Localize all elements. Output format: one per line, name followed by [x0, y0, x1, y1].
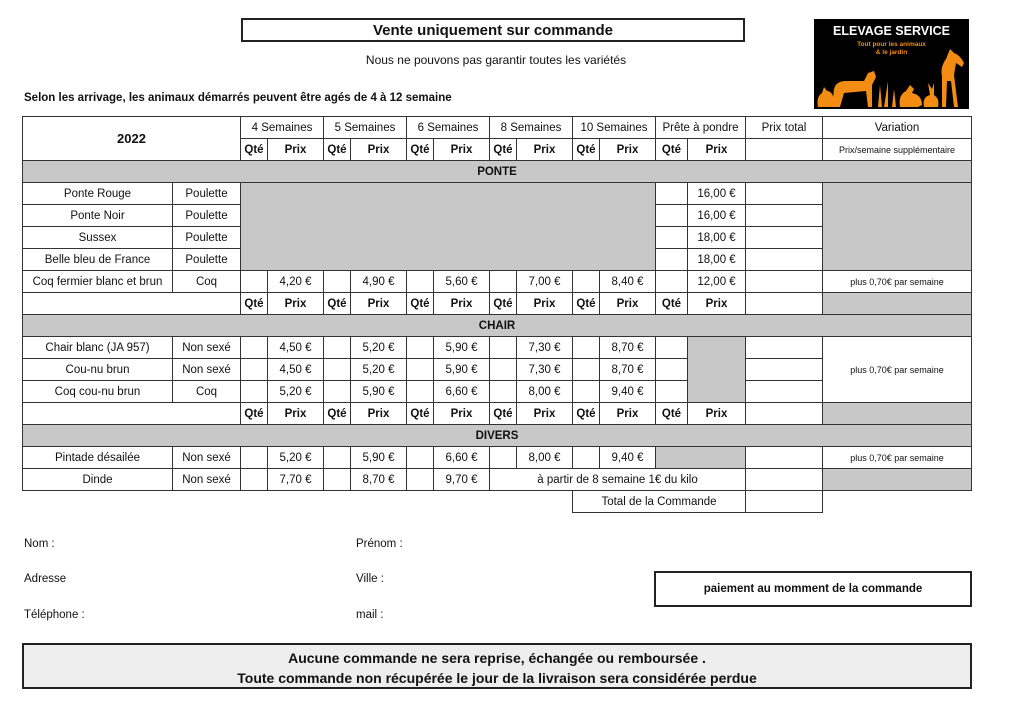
price-header: Prix [688, 403, 746, 425]
product-type: Coq [173, 271, 241, 293]
order-table [22, 116, 972, 513]
qty-header: Qté [241, 293, 268, 315]
total-cell[interactable] [746, 337, 823, 359]
price-cell: 16,00 € [688, 183, 746, 205]
product-name: Ponte Rouge [23, 183, 173, 205]
qty-cell[interactable] [573, 271, 600, 293]
age-note: Selon les arrivage, les animaux démarrés peuvent être agés de 4 à 12 semaine [24, 92, 452, 104]
qty-cell[interactable] [656, 337, 688, 359]
price-cell: 8,40 € [600, 271, 656, 293]
table-header-row [23, 117, 972, 139]
total-cell[interactable] [746, 183, 823, 205]
total-row [23, 491, 972, 513]
table-row [23, 337, 972, 359]
table-row [23, 469, 972, 491]
qty-cell[interactable] [324, 271, 351, 293]
page-title: Vente uniquement sur commande [241, 18, 745, 42]
footer-warning [22, 643, 972, 689]
price-header: Prix [600, 139, 656, 161]
total-cell[interactable] [746, 271, 823, 293]
footer-line-2: Toute commande non récupérée le jour de la livraison sera considérée perdue [237, 670, 757, 686]
price-cell: 4,20 € [268, 271, 324, 293]
price-cell: 18,00 € [688, 249, 746, 271]
qty-cell[interactable] [407, 337, 434, 359]
price-header: Prix [268, 293, 324, 315]
total-cell[interactable] [746, 227, 823, 249]
price-cell: 6,60 € [434, 381, 490, 403]
qty-cell[interactable] [241, 381, 268, 403]
qty-header: Qté [656, 139, 688, 161]
product-name: Dinde [23, 469, 173, 491]
qty-cell[interactable] [656, 205, 688, 227]
empty-cell [23, 491, 573, 513]
price-cell: 9,40 € [600, 447, 656, 469]
total-cell[interactable] [746, 359, 823, 381]
price-cell: 5,20 € [268, 447, 324, 469]
product-name: Belle bleu de France [23, 249, 173, 271]
col-4-semaines: 4 Semaines [241, 117, 324, 139]
price-cell: 5,20 € [351, 359, 407, 381]
price-cell: 8,70 € [351, 469, 407, 491]
section-row-ponte [23, 161, 972, 183]
empty-cell [23, 293, 241, 315]
price-cell: 5,90 € [351, 447, 407, 469]
price-header: Prix [434, 139, 490, 161]
qty-header: Qté [407, 293, 434, 315]
section-chair: CHAIR [23, 315, 972, 337]
qty-cell[interactable] [490, 337, 517, 359]
qty-header: Qté [407, 139, 434, 161]
unavailable-area [241, 183, 656, 271]
price-cell: 4,50 € [268, 337, 324, 359]
dinde-note: à partir de 8 semaine 1€ du kilo [490, 469, 746, 491]
qty-cell[interactable] [656, 183, 688, 205]
price-cell: 6,60 € [434, 447, 490, 469]
qty-cell[interactable] [407, 447, 434, 469]
qty-header: Qté [573, 293, 600, 315]
variation-empty [823, 183, 972, 271]
total-label: Total de la Commande [573, 491, 746, 513]
price-cell: 4,50 € [268, 359, 324, 381]
product-name: Coq fermier blanc et brun [23, 271, 173, 293]
section-ponte: PONTE [23, 161, 972, 183]
qty-header: Qté [656, 293, 688, 315]
table-row [23, 183, 972, 205]
price-cell: 5,90 € [434, 359, 490, 381]
price-cell: 16,00 € [688, 205, 746, 227]
qty-cell[interactable] [573, 447, 600, 469]
table-subheader-row [23, 403, 972, 425]
unavailable-area [688, 337, 746, 403]
price-cell: 8,70 € [600, 337, 656, 359]
product-type: Non sexé [173, 469, 241, 491]
qty-cell[interactable] [573, 337, 600, 359]
price-cell: 12,00 € [688, 271, 746, 293]
product-type: Poulette [173, 227, 241, 249]
payment-note: paiement au momment de la commande [654, 571, 972, 607]
price-header: Prix [688, 293, 746, 315]
total-cell[interactable] [746, 447, 823, 469]
qty-cell[interactable] [241, 337, 268, 359]
elevage-service-logo [814, 19, 969, 109]
price-header: Prix [517, 403, 573, 425]
qty-cell[interactable] [324, 469, 351, 491]
qty-cell[interactable] [324, 447, 351, 469]
logo-title: ELEVAGE SERVICE [833, 24, 950, 38]
ville-label: Ville : [356, 573, 384, 585]
qty-cell[interactable] [490, 271, 517, 293]
total-cell[interactable] [746, 249, 823, 271]
product-type: Poulette [173, 183, 241, 205]
nom-label: Nom : [24, 538, 55, 550]
qty-cell[interactable] [490, 447, 517, 469]
col-prix-total: Prix total [746, 117, 823, 139]
price-cell: 8,70 € [600, 359, 656, 381]
logo-tagline: Tout pour les animaux & le jardin [857, 41, 926, 56]
qty-header: Qté [241, 403, 268, 425]
empty-cell [746, 139, 823, 161]
prenom-label: Prénom : [356, 538, 403, 550]
section-divers: DIVERS [23, 425, 972, 447]
price-header: Prix [517, 139, 573, 161]
product-type: Poulette [173, 205, 241, 227]
price-header: Prix [517, 293, 573, 315]
product-type: Non sexé [173, 447, 241, 469]
total-cell[interactable] [746, 205, 823, 227]
year-cell: 2022 [23, 117, 241, 161]
price-cell: 5,20 € [351, 337, 407, 359]
col-variation: Variation [823, 117, 972, 139]
qty-cell[interactable] [324, 359, 351, 381]
col-10-semaines: 10 Semaines [573, 117, 656, 139]
qty-cell[interactable] [573, 381, 600, 403]
qty-header: Qté [573, 403, 600, 425]
qty-header: Qté [573, 139, 600, 161]
col-prete-a-pondre: Prête à pondre [656, 117, 746, 139]
variation-note: plus 0,70€ par semaine [823, 447, 972, 469]
qty-header: Qté [490, 293, 517, 315]
qty-header: Qté [241, 139, 268, 161]
price-header: Prix [351, 139, 407, 161]
adresse-label: Adresse [24, 573, 67, 585]
variation-note: plus 0,70€ par semaine [823, 271, 972, 293]
qty-header: Qté [656, 403, 688, 425]
product-name: Sussex [23, 227, 173, 249]
subtitle: Nous ne pouvons pas garantir toutes les variétés [365, 53, 627, 67]
variation-subheader: Prix/semaine supplémentaire [823, 139, 972, 161]
price-cell: 7,00 € [517, 271, 573, 293]
table-subheader-row [23, 293, 972, 315]
price-cell: 7,30 € [517, 359, 573, 381]
variation-note: plus 0,70€ par semaine [823, 337, 972, 403]
qty-cell[interactable] [656, 359, 688, 381]
price-header: Prix [434, 403, 490, 425]
qty-cell[interactable] [490, 381, 517, 403]
unavailable-area [656, 447, 746, 469]
empty-cell [823, 469, 972, 491]
qty-cell[interactable] [490, 359, 517, 381]
qty-header: Qté [490, 139, 517, 161]
table-row [23, 271, 972, 293]
qty-cell[interactable] [573, 359, 600, 381]
empty-cell [746, 293, 823, 315]
section-row-chair [23, 315, 972, 337]
qty-cell[interactable] [407, 381, 434, 403]
empty-cell [823, 403, 972, 425]
price-cell: 7,70 € [268, 469, 324, 491]
qty-cell[interactable] [241, 359, 268, 381]
empty-cell [746, 403, 823, 425]
qty-cell[interactable] [324, 381, 351, 403]
qty-cell[interactable] [324, 337, 351, 359]
price-header: Prix [351, 403, 407, 425]
qty-cell[interactable] [656, 271, 688, 293]
price-cell: 5,60 € [434, 271, 490, 293]
price-cell: 4,90 € [351, 271, 407, 293]
price-header: Prix [600, 403, 656, 425]
qty-cell[interactable] [656, 227, 688, 249]
product-name: Cou-nu brun [23, 359, 173, 381]
qty-header: Qté [324, 403, 351, 425]
product-type: Non sexé [173, 359, 241, 381]
price-header: Prix [351, 293, 407, 315]
qty-cell[interactable] [407, 359, 434, 381]
qty-cell[interactable] [407, 469, 434, 491]
price-cell: 18,00 € [688, 227, 746, 249]
price-header: Prix [688, 139, 746, 161]
price-cell: 8,00 € [517, 381, 573, 403]
price-header: Prix [268, 139, 324, 161]
price-header: Prix [600, 293, 656, 315]
price-cell: 5,20 € [268, 381, 324, 403]
price-cell: 9,70 € [434, 469, 490, 491]
col-5-semaines: 5 Semaines [324, 117, 407, 139]
order-total-cell[interactable] [746, 491, 823, 513]
product-name: Pintade désailée [23, 447, 173, 469]
qty-header: Qté [490, 403, 517, 425]
qty-header: Qté [324, 139, 351, 161]
price-header: Prix [434, 293, 490, 315]
empty-cell [823, 491, 972, 513]
price-cell: 7,30 € [517, 337, 573, 359]
empty-cell [23, 403, 241, 425]
price-cell: 5,90 € [434, 337, 490, 359]
price-header: Prix [268, 403, 324, 425]
price-cell: 8,00 € [517, 447, 573, 469]
empty-cell [823, 293, 972, 315]
qty-cell[interactable] [241, 447, 268, 469]
total-cell[interactable] [746, 469, 823, 491]
table-row [23, 447, 972, 469]
product-name: Chair blanc (JA 957) [23, 337, 173, 359]
telephone-label: Téléphone : [24, 609, 85, 621]
qty-cell[interactable] [407, 271, 434, 293]
qty-header: Qté [407, 403, 434, 425]
mail-label: mail : [356, 609, 384, 621]
qty-header: Qté [324, 293, 351, 315]
col-8-semaines: 8 Semaines [490, 117, 573, 139]
qty-cell[interactable] [656, 381, 688, 403]
qty-cell[interactable] [241, 271, 268, 293]
qty-cell[interactable] [656, 249, 688, 271]
product-type: Coq [173, 381, 241, 403]
price-cell: 5,90 € [351, 381, 407, 403]
product-name: Coq cou-nu brun [23, 381, 173, 403]
price-cell: 9,40 € [600, 381, 656, 403]
qty-cell[interactable] [241, 469, 268, 491]
col-6-semaines: 6 Semaines [407, 117, 490, 139]
section-row-divers [23, 425, 972, 447]
product-type: Poulette [173, 249, 241, 271]
product-name: Ponte Noir [23, 205, 173, 227]
total-cell[interactable] [746, 381, 823, 403]
product-type: Non sexé [173, 337, 241, 359]
footer-line-1: Aucune commande ne sera reprise, échangée ou remboursée . [288, 650, 706, 666]
